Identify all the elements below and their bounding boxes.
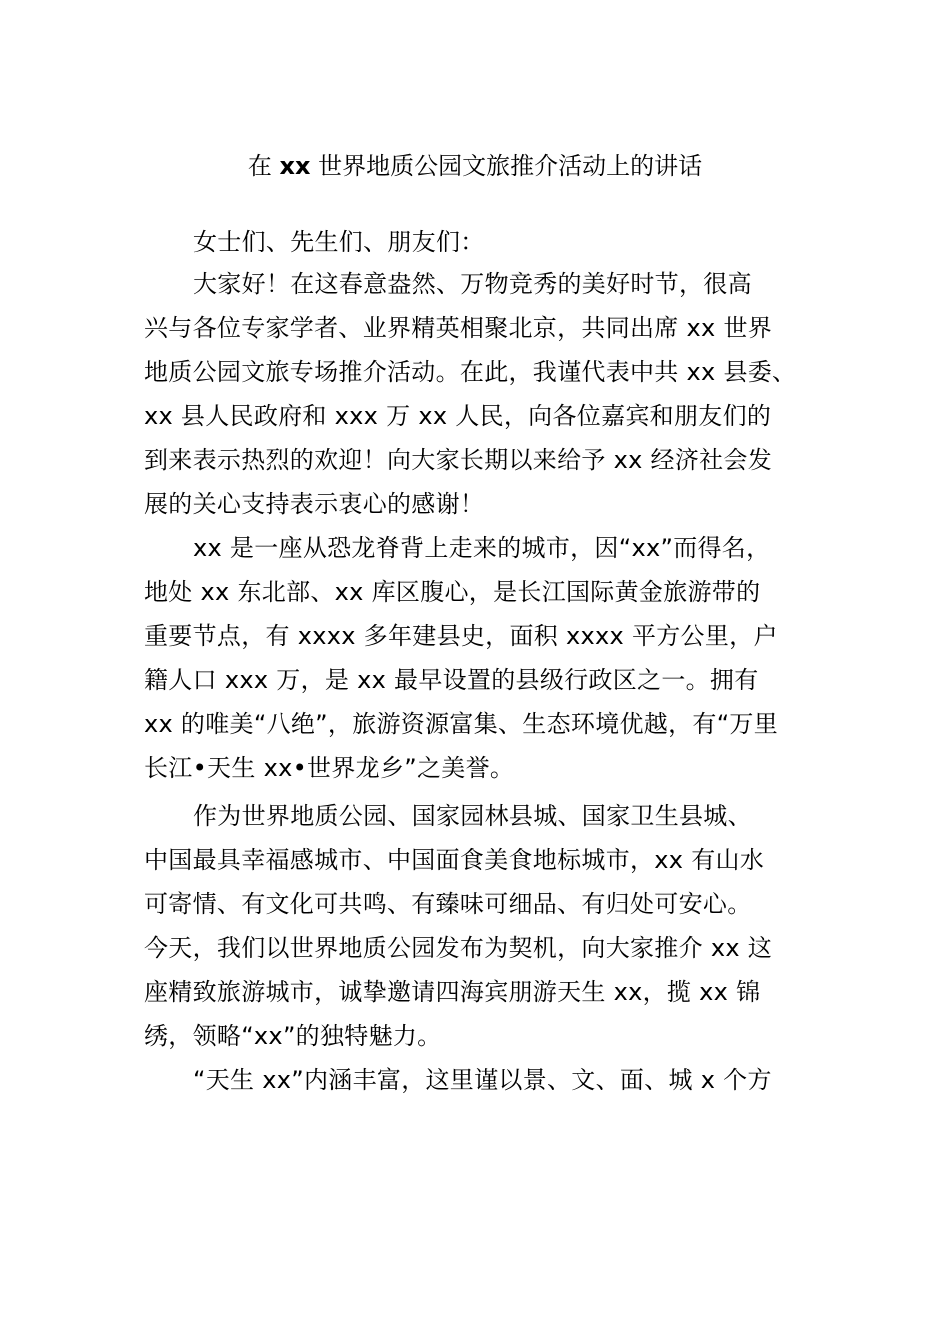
- paragraph-4-line-1: “天生 xx”内涵丰富，这里谨以景、文、面、城 x 个方: [193, 1066, 772, 1094]
- paragraph-2-line-2: 地处 xx 东北部、xx 库区腹心，是长江国际黄金旅游带的: [144, 578, 761, 606]
- document-title: [0, 146, 950, 186]
- paragraph-1-line-6: 展的关心支持表示衷心的感谢！: [144, 490, 485, 518]
- title-suffix: 世界地质公园文旅推介活动上的讲话: [310, 152, 703, 180]
- paragraph-1-line-3: 地质公园文旅专场推介活动。在此，我谨代表中共 xx 县委、: [144, 358, 797, 386]
- paragraph-3-line-4: 今天，我们以世界地质公园发布为契机，向大家推介 xx 这: [144, 934, 773, 962]
- paragraph-3-line-6: 绣，领略“xx”的独特魅力。: [144, 1022, 442, 1050]
- paragraph-1-line-5: 到来表示热烈的欢迎！向大家长期以来给予 xx 经济社会发: [144, 446, 773, 474]
- paragraph-3-line-2: 中国最具幸福感城市、中国面食美食地标城市，xx 有山水: [144, 846, 765, 874]
- paragraph-2-line-3: 重要节点，有 xxxx 多年建县史，面积 xxxx 平方公里，户: [144, 622, 778, 650]
- paragraph-1-line-4: xx 县人民政府和 xxx 万 xx 人民，向各位嘉宾和朋友们的: [144, 402, 772, 430]
- paragraph-1-line-1: 大家好！在这春意盎然、万物竞秀的美好时节，很高: [193, 270, 752, 298]
- title-prefix: 在: [247, 152, 280, 180]
- paragraph-3-line-3: 可寄情、有文化可共鸣、有臻味可细品、有归处可安心。: [144, 890, 752, 918]
- paragraph-1-line-2: 兴与各位专家学者、业界精英相聚北京，共同出席 xx 世界: [144, 314, 773, 342]
- salutation: 女士们、先生们、朋友们：: [193, 228, 485, 256]
- paragraph-2-line-1: xx 是一座从恐龙脊背上走来的城市，因“xx”而得名，: [193, 534, 771, 562]
- paragraph-3-line-5: 座精致旅游城市，诚挚邀请四海宾朋游天生 xx，揽 xx 锦: [144, 978, 761, 1006]
- paragraph-3-line-1: 作为世界地质公园、国家园林县城、国家卫生县城、: [193, 802, 752, 830]
- paragraph-2-line-5: xx 的唯美“八绝”，旅游资源富集、生态环境优越，有“万里: [144, 710, 779, 738]
- paragraph-2-line-4: 籍人口 xxx 万，是 xx 最早设置的县级行政区之一。拥有: [144, 666, 759, 694]
- title-bold-placeholder: xx: [279, 152, 311, 180]
- paragraph-2-line-6: 长江•天生 xx•世界龙乡”之美誉。: [144, 754, 515, 782]
